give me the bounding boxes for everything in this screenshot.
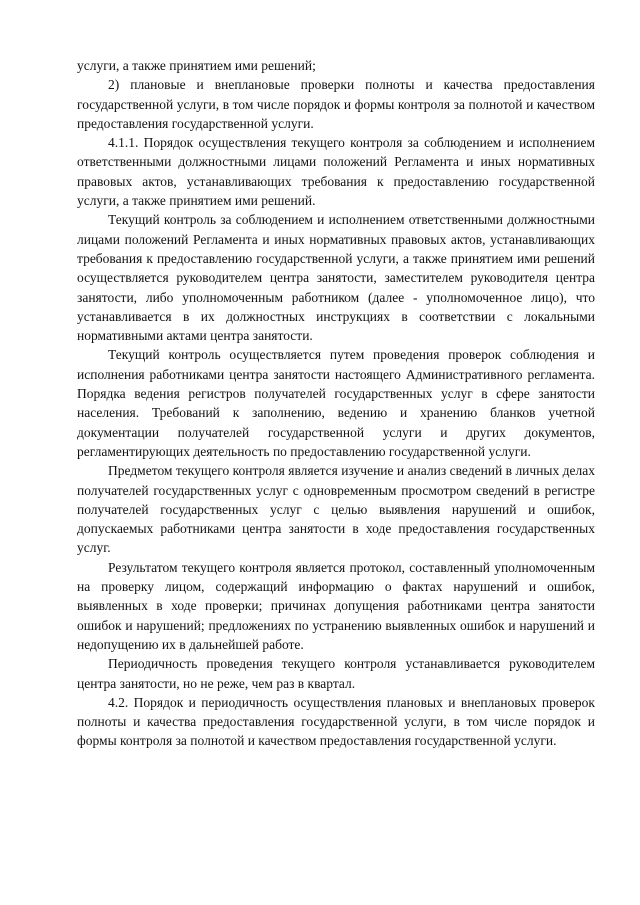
paragraph-continuation: услуги, а также принятием ими решений; (77, 58, 316, 73)
paragraph-4-1-1: 4.1.1. Порядок осуществления текущего контроля за соблюдением и исполнением ответственными должностными лицами положений Регламента и иных нормативных правовых актов, устанавливающих требования к предоставлению государственной услуги, а также принятием ими решений. (77, 135, 595, 209)
paragraph-4-2: 4.2. Порядок и периодичность осуществления плановых и внеплановых проверок полноты и качества предоставления государственной услуги, в том числе порядок и формы контроля за полнотой и качеством предоставления государственной услуги. (77, 694, 595, 749)
paragraph-control-periodicity: Периодичность проведения текущего контроля устанавливается руководителем центра занятости, но не реже, чем раз в квартал. (77, 656, 595, 691)
document-page (77, 56, 595, 751)
paragraph-control-method: Текущий контроль осуществляется путем проведения проверок соблюдения и исполнения работниками центра занятости настоящего Административного регламента. Порядка ведения регистров получателей государственных услуг в сфере занятости населения. Требований к заполнению, ведению и хранению бланков учетной документации получателей государственной услуги и других документов, регламентирующих деятельность по предоставлению государственной услуги. (77, 347, 595, 459)
paragraph-current-control: Текущий контроль за соблюдением и исполнением ответственными должностными лицами положений Регламента и иных нормативных правовых актов, устанавливающих требования к предоставлению государственной услуги, а также принятием ими решений осуществляется руководителем центра занятости, заместителем руководителя центра занятости, либо уполномоченным работником (далее - уполномоченное лицо), что устанавливается в их должностных инструкциях в соответствии с локальными нормативными актами центра занятости. (77, 212, 595, 344)
paragraph-control-result: Результатом текущего контроля является протокол, составленный уполномоченным на проверку лицом, содержащий информацию о фактах нарушений и ошибок, выявленных в ходе проверки; причинах допущения работниками центра занятости ошибок и нарушений; предложениях по устранению выявленных ошибок и нарушений и недопущению их в дальнейшей работе. (77, 559, 595, 652)
paragraph-item-2: 2) плановые и внеплановые проверки полноты и качества предоставления государственной услуги, в том числе порядок и формы контроля за полнотой и качеством предоставления государственной услуги. (77, 77, 595, 131)
paragraph-control-subject: Предметом текущего контроля является изучение и анализ сведений в личных делах получателей государственных услуг с одновременным просмотром сведений в регистре получателей государственных услуг с целью выявления нарушений и ошибок, допускаемых работниками центра занятости в ходе предоставления государственных услуг. (77, 463, 595, 556)
